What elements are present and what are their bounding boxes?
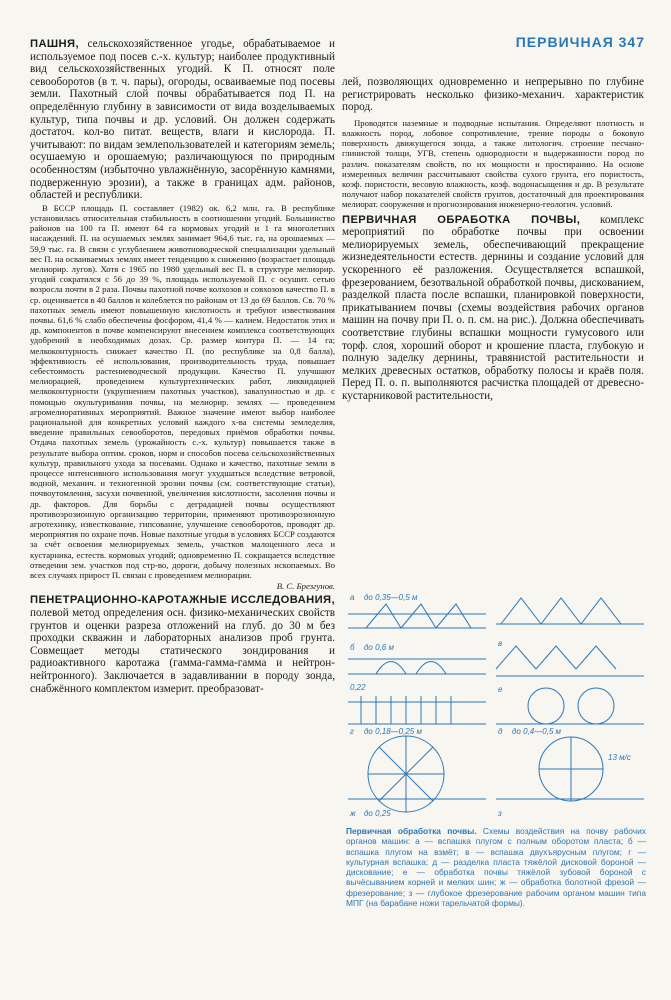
fig-depth-zh: до 0,25	[364, 809, 391, 818]
fig-label-a: а	[350, 593, 355, 602]
article-pervichnaya	[342, 214, 644, 403]
tillage-diagram	[346, 584, 646, 820]
article-text: комплекс мероприятий по обработке почвы при освоении мелиорируемых земель, обеспечивающий прекращение жизнедеятельности естеств. дернины и создание условий для ускоренного её разложения. Осуществляется вспашкой, фрезерованием, безотвальной обработкой почвы, дискованием, разделкой пласта после вспашки, планировкой поверхности, прикатыванием почвы (схемы воздействия рабочих органов машин на почву при П. о. п. см. на рис.). Должна обеспечивать соответствие глубины вспашки мощности гумусового или торф. слоя, хороший оборот и крошение пласта, глубокую и полную заделку дернины, травянистой растительности и мелких древесных остатков, обработку полосы и краёв поля. Перед П. о. п. выполняются расчистка площадей от древесно-кустарниковой растительности,	[342, 213, 645, 402]
fig-depth-d: до 0,4—0,5 м	[512, 727, 562, 736]
fig-value-v: 0,22	[350, 683, 366, 692]
right-column	[342, 76, 644, 404]
article-small-text: Проводятся наземные и подводные испытания. Определяют плотность и влажность пород, лобовое сопротивление, трение породы о боковую поверхность движущегося зонда, а также литологич. строение песчано-глинистой толщи, УГВ, степень однородности и выдержанности пород по различ. показателям свойств, по их мощности и простиранию. На основе измеренных величин рассчитывают свойства сухого грунта, его пористость, коэф. пористости, весовую влажность, коэф. водонасыщения и др. В результате получают набор показателей свойств грунтов, достаточный для проектирования мелиорат. сооружения и прогнозирования инженерно-геологич. условий.	[342, 117, 644, 210]
author-signature: В. С. Брезгунов.	[276, 581, 335, 592]
fig-label-v: в	[498, 639, 503, 648]
article-pashnya	[30, 38, 335, 202]
article-text: полевой метод определения осн. физико-механических свойств грунтов и оценки разреза отложений на глуб. до 30 м без проходки скважин и лабораторных анализов проб грунта. Совмещает методы статического зондирования и радиоактивного каротажа (гамма-гамма-гамма и нейтрон-нейтронного). Заключается в задавливании в породу зонда, снабжённого комплектом измерит. преобразоват-	[30, 607, 335, 695]
fig-label-d: д	[498, 727, 503, 736]
caption-title: Первичная обработка почвы.	[346, 826, 477, 836]
article-small-text: В БССР площадь П. составляет (1982) ок. 6,2 млн. га. В республике установилась относительная стабильность в соотношении угодий. Большинство районов на 100 га П. имеют 64 га кормовых угодий и 1 га многолетних насаждений. П. на осушаемых землях занимает 964,6 тыс. га, на орошаемых — 59,9 тыс. га. В связи с углублением животноводческой специализации удельный вес П. на осваиваемых землях имеет тенденцию к снижению (возрастает площадь мелиорир. лугов). Хотя с 1965 по 1980 удельный вес П. в структуре мелиорир. угодий сократился с 56 до 39 %, площадь используемой П. с осушит. сетью возросла почти в 2 раза. Почвы пахотной почве колхозов и совхозов качество П. в ср. оценивается в 40 баллов и колеблется по районам от 13 до 69 баллов. Св. 70 % пахотных земель имеют повышенную кислотность и требуют известкования почвы. 61,6 % слабо обеспечены фосфором, 41,4 % — калием. Недостаток этих и др. компонентов в почве компенсируют внесением комплекса соответствующих удобрений в необходимых дозах. Ср. размер контура П. — 14 га; мелкоконтурность снижает качество П. (по республике на 0,8 балла), эффективность её использования, производительность труда, повышает себестоимость растениеводческой продукции. Качество П. улучшают мелиорацией, проведением культуртехнических работ, ликвидацией мелкоконтурности (укрупнением пахотных участков), завалунностью и др. с помощью окультуривания почвы, на мелиорир. землях — проведением агромелиоративных мероприятий. Важное значение имеют выбор наиболее рациональной для конкретных условий каждого х-ва системы земледелия, введение правильных севооборотов, передовых приёмов обработки почвы. Отдача пахотных земель (урожайность с.-х. культур) повышается также в результате выбора оптим. сроков, норм и способов посева сельскохозяйственных культур, правильного ухода за посевами. Однако и качество, пахотные земли в процессе интенсивного использования могут ухудшаться вследствие ветровой, водной, механич. и техногенной эрозии почвы (см. соответствующие статьи), почвоутомления, засухи почвенной, увеличения кислотности, засоления почвы и др. факторов. Для борьбы с деградацией почвы осуществляют противоэрозионную организацию территории, применяют противоэрозионную агротехнику, известкование, гипсование, улучшение севооборотов, проводят др. мероприятия по охране почв. Новые пахотные угодья в условиях БССР создаются за счёт освоения мелиорируемых земель, участков малоценного леса и кустарника, естеств. кормовых угодий; одновременно П. сокращается вследствие отведения зем. участков под стр-во, дороги, добычу полезных ископаемых. Во всех случаях прирост П. связан с проведением мелиорации.	[30, 202, 335, 581]
article-heading: ПЕРВИЧНАЯ ОБРАБОТКА ПОЧВЫ,	[342, 213, 581, 226]
left-column	[30, 38, 335, 696]
fig-label-g: г	[350, 727, 354, 736]
fig-depth-g: до 0,18—0,25 м	[364, 727, 422, 736]
figure-caption	[346, 826, 646, 908]
fig-label-b: б	[350, 643, 355, 652]
article-heading: ПЕНЕТРАЦИОННО-КАРОТАЖНЫЕ ИССЛЕДОВАНИЯ,	[30, 594, 335, 607]
fig-speed-z: 13 м/с	[608, 753, 631, 762]
fig-label-zh: ж	[350, 809, 356, 818]
caption-text: Схемы воздействия на почву рабочих органов машин: а — вспашка плугом с полным оборотом пласта; б — вспашка плугом на взмёт; в — вспашка двухъярусным плугом; г — культурная вспашка; д — разделка пласта тяжёлой дисковой бороной — дискование; е — обработка почвы тяжёлой зубовой бороной с вычёсыванием корней и мелких шин; ж — обработка болотной фрезой — фрезерование; з — глубокое фрезерование рабочим органом машин типа МПГ (на барабане ножи тарельчатой формы).	[346, 826, 646, 909]
running-title: ПЕРВИЧНАЯ 347	[515, 34, 645, 50]
article-text: сельскохозяйственное угодье, обрабатываемое и используемое под посев с.-х. культур; наиболее продуктивный вид сельскохозяйственных угодий. К П. относят поле севооборотов (в т. ч. пары), огороды, осваиваемые под посевы земли. Пахотный слой почвы обрабатывается под П. на определённую глубину в зависимости от вида возделываемых культур, типа почвы и др. условий. Он должен содержать достаточ. кол-во питат. веществ, влаги и кислорода. П. учитывают: по видам землепользователей и категориям земель; осушаемую и орошаемую; различающуюся по природным особенностям (избыточно увлажнённую, засорённую камнями, подверженную эрозии), а также в границах адм. районов, областей и республики.	[30, 38, 335, 202]
article-continuation: лей, позволяющих одновременно и непрерывно по глубине регистрировать несколько физико-механич. характеристик пород.	[342, 76, 644, 114]
article-heading: ПАШНЯ,	[30, 38, 79, 50]
fig-depth-b: до 0,6 м	[364, 643, 394, 652]
fig-depth-a: до 0,35—0,5 м	[364, 593, 418, 602]
illustration-soil-tillage	[346, 584, 646, 820]
article-penetration	[30, 594, 335, 695]
fig-label-e: е	[498, 685, 503, 694]
fig-label-z: з	[498, 809, 502, 818]
